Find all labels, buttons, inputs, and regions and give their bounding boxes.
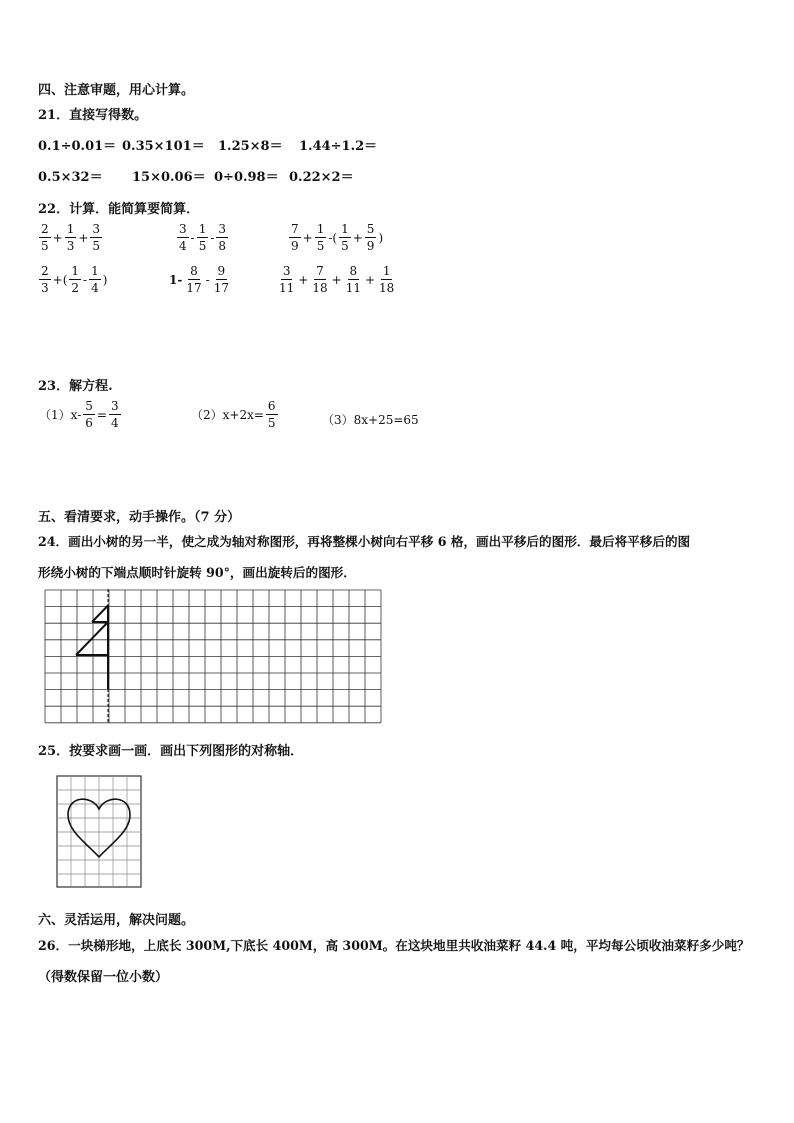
q22-expression-1: $\frac{2}{5}$ + $\frac{1}{3}$ + $\frac{3}{5}$ bbox=[41, 222, 101, 253]
q25-title: 25．按要求画一画．画出下列图形的对称轴． bbox=[38, 744, 304, 759]
q26-text-line-2: （得数保留一位小数） bbox=[38, 970, 169, 985]
q23-equation-1: （1）x- $\frac{5}{6}$ = $\frac{3}{4}$ bbox=[39, 399, 119, 430]
section-6-title: 六、灵活运用，解决问题。 bbox=[38, 913, 195, 928]
q22-expression-3: $\frac{7}{9}$ + $\frac{1}{5}$ -( $\frac{1}{5}$ + $\frac{5}{9}$ ) bbox=[291, 222, 384, 253]
q24-grid-figure bbox=[44, 589, 384, 726]
q22-title: 22．计算．能简算要简算． bbox=[38, 202, 200, 217]
q21-item: 0.22×2＝ bbox=[289, 170, 354, 185]
q21-item: 15×0.06＝ bbox=[132, 170, 206, 185]
q25-heart-figure bbox=[56, 775, 142, 888]
q22-expression-2: $\frac{3}{4}$ - $\frac{1}{5}$ - $\frac{3}{8}$ bbox=[179, 222, 227, 253]
q21-item: 0÷0.98＝ bbox=[214, 170, 279, 185]
q23-equation-2: （2）x+2x= $\frac{6}{5}$ bbox=[191, 399, 276, 430]
q24-text-line-1: 24．画出小树的另一半，使之成为轴对称图形，再将整棵小树向右平移 6 格，画出平移后的图形．最后将平移后的图 bbox=[38, 534, 691, 549]
grid-lines bbox=[45, 590, 381, 723]
q21-item: 0.1÷0.01＝ bbox=[38, 139, 117, 154]
q22-expression-5: 1- $\frac{8}{17}$ - $\frac{9}{17}$ bbox=[169, 264, 229, 295]
section-5-title: 五、看清要求，动手操作。（7 分） bbox=[38, 510, 241, 525]
q23-equation-3: （3）8x+25=65 bbox=[322, 413, 419, 427]
q22-expression-6: $\frac{3}{11}$ + $\frac{7}{18}$ + $\frac{8}{11}$ + $\frac{1}{18}$ bbox=[279, 264, 395, 295]
q21-item: 0.35×101＝ bbox=[122, 139, 205, 154]
q24-text-line-2: 形绕小树的下端点顺时针旋转 90°，画出旋转后的图形． bbox=[38, 565, 356, 580]
half-tree bbox=[76, 606, 108, 690]
q26-text-line-1: 26．一块梯形地，上底长 300M,下底长 400M，高 300M。在这块地里共收油菜籽 44.4 吨，平均每公顷收油菜籽多少吨？ bbox=[38, 938, 750, 953]
q22-expression-4: $\frac{2}{3}$ +( $\frac{1}{2}$ - $\frac{1}{4}$ ) bbox=[41, 264, 108, 295]
q21-item: 0.5×32＝ bbox=[38, 170, 103, 185]
q21-title: 21．直接写得数。 bbox=[38, 108, 148, 123]
q21-item: 1.25×8＝ bbox=[218, 139, 283, 154]
q23-title: 23．解方程. bbox=[38, 379, 113, 394]
q21-item: 1.44÷1.2＝ bbox=[299, 139, 378, 154]
section-4-title: 四、注意审题，用心计算。 bbox=[38, 83, 195, 98]
